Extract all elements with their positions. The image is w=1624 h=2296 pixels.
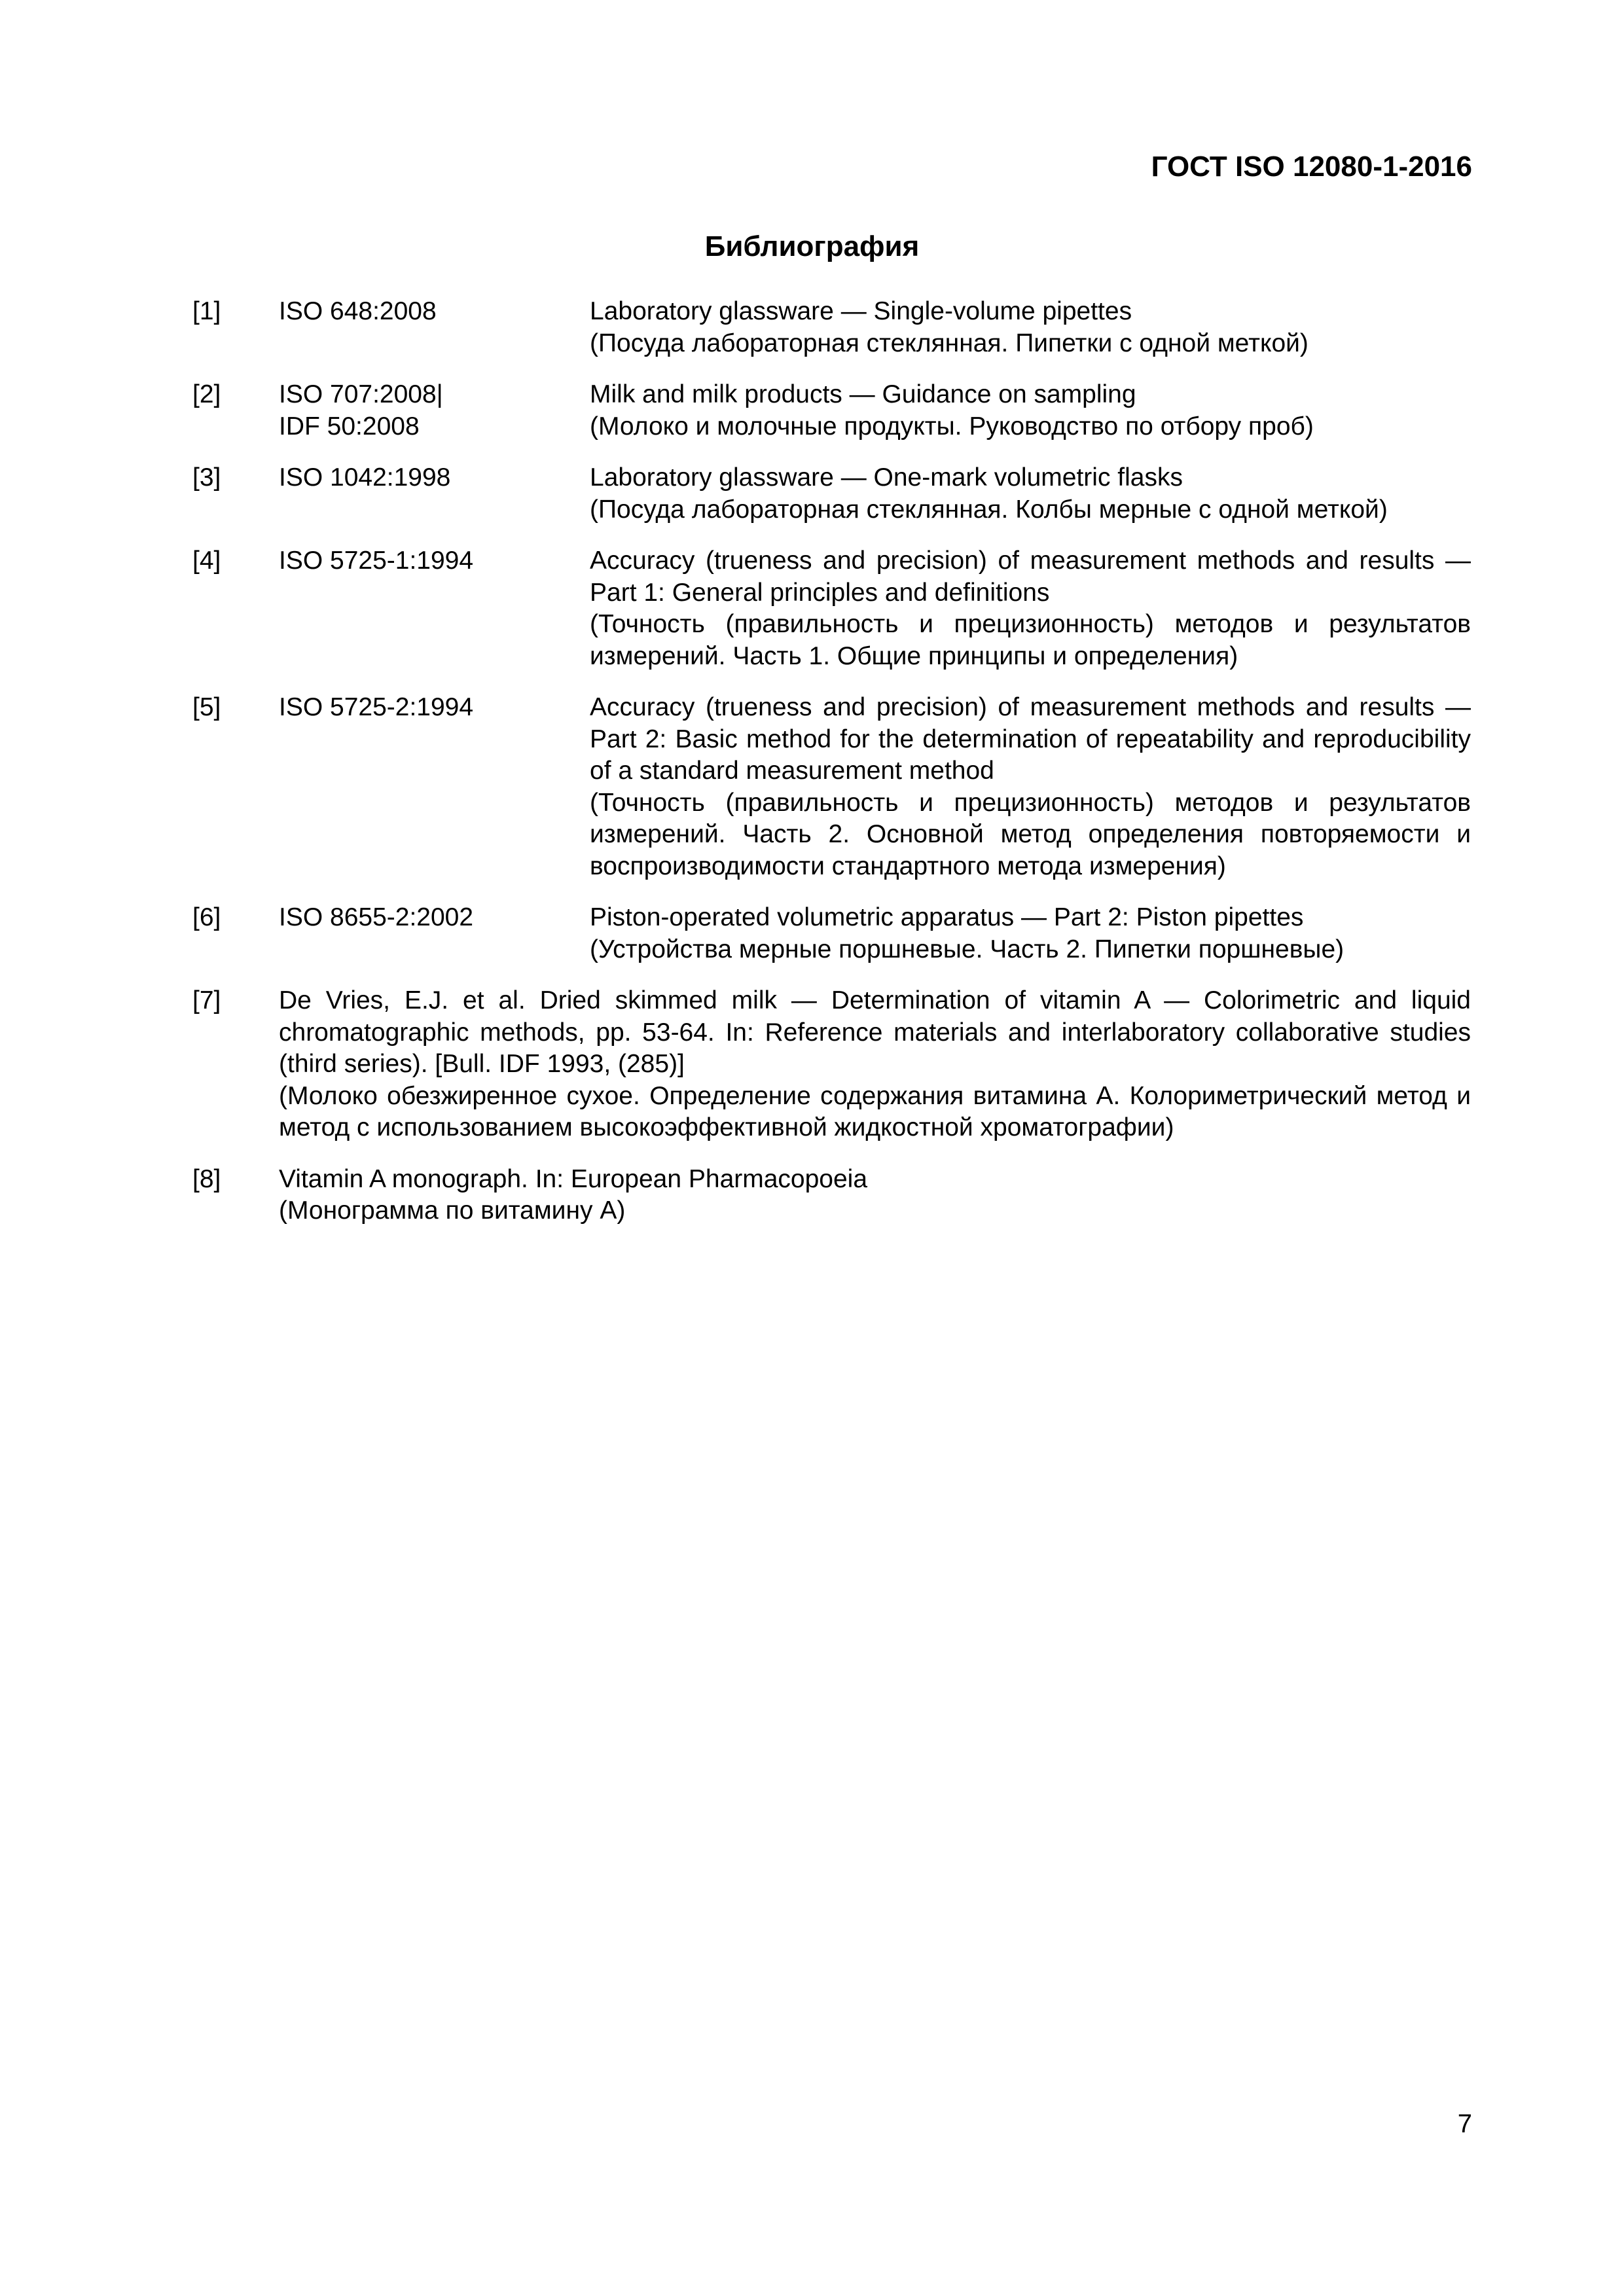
page-number: 7 bbox=[1457, 2109, 1472, 2138]
entry-standard-ref bbox=[279, 379, 590, 442]
standard-ref-line: ISO 5725-2:1994 bbox=[279, 693, 474, 721]
entry-translation: (Точность (правильность и прецизионность) методов и результатов измерений. Часть 1. Общие принципы и определения) bbox=[590, 610, 1471, 670]
entry-description bbox=[590, 379, 1471, 442]
entry-description bbox=[279, 985, 1471, 1144]
entry-translation: (Устройства мерные поршневые. Часть 2. Пипетки поршневые) bbox=[590, 935, 1344, 963]
entry-title: Vitamin A monograph. In: European Pharmacopoeia bbox=[279, 1164, 868, 1193]
entry-translation: (Посуда лабораторная стеклянная. Пипетки с одной меткой) bbox=[590, 329, 1308, 357]
entry-translation: (Монограмма по витамину А) bbox=[279, 1196, 626, 1225]
entry-title: Milk and milk products — Guidance on sampling bbox=[590, 380, 1136, 408]
entry-title: Laboratory glassware — Single-volume pipettes bbox=[590, 297, 1132, 325]
entry-number: [6] bbox=[192, 903, 221, 931]
entry-translation: (Точность (правильность и прецизионность) методов и результатов измерений. Часть 2. Основной метод определения повторяемости и воспроизводимости стандартного метода измерения) bbox=[590, 788, 1471, 880]
entry-description bbox=[279, 1164, 1471, 1227]
standard-ref-line: IDF 50:2008 bbox=[279, 412, 420, 440]
entry-description bbox=[590, 545, 1471, 672]
bibliography-entry-1 bbox=[192, 296, 1471, 359]
entry-description bbox=[590, 902, 1471, 965]
page-title: Библиография bbox=[704, 230, 920, 262]
entry-description bbox=[590, 462, 1471, 526]
entry-number: [2] bbox=[192, 380, 221, 408]
entry-number: [4] bbox=[192, 547, 221, 575]
bibliography-entry-3 bbox=[192, 462, 1471, 526]
entry-number: [1] bbox=[192, 297, 221, 325]
standard-ref-line: ISO 1042:1998 bbox=[279, 463, 451, 492]
entry-standard-ref bbox=[279, 462, 590, 526]
entry-title: Laboratory glassware — One-mark volumetric flasks bbox=[590, 463, 1183, 492]
bibliography-entry-8 bbox=[192, 1164, 1471, 1227]
document-code: ГОСТ ISO 12080-1-2016 bbox=[1151, 151, 1472, 183]
entry-description bbox=[590, 296, 1471, 359]
bibliography-entry-2 bbox=[192, 379, 1471, 442]
entry-title: Piston-operated volumetric apparatus — Part 2: Piston pipettes bbox=[590, 903, 1304, 931]
entry-title: Accuracy (trueness and precision) of measurement methods and results — Part 1: General principles and definitions bbox=[590, 547, 1471, 607]
entry-standard-ref bbox=[279, 692, 590, 882]
bibliography-entry-7 bbox=[192, 985, 1471, 1144]
entry-standard-ref bbox=[279, 902, 590, 965]
bibliography-entry-5 bbox=[192, 692, 1471, 882]
entry-standard-ref bbox=[279, 296, 590, 359]
entry-title: De Vries, E.J. et al. Dried skimmed milk — Determination of vitamin A — Colorimetric and liquid chromatographic methods, pp. 53-64. In: Reference materials and interlaboratory collaborative studies (third series). [Bull. IDF 1993, (285)] bbox=[279, 986, 1471, 1078]
entry-title: Accuracy (trueness and precision) of measurement methods and results — Part 2: Basic method for the determination of repeatability and reproducibility of a standard measurement method bbox=[590, 693, 1471, 785]
entry-translation: (Посуда лабораторная стеклянная. Колбы мерные с одной меткой) bbox=[590, 495, 1388, 524]
bibliography-entry-6 bbox=[192, 902, 1471, 965]
standard-ref-line: ISO 707:2008| bbox=[279, 380, 443, 408]
entry-translation: (Молоко и молочные продукты. Руководство по отбору проб) bbox=[590, 412, 1314, 440]
bibliography-list bbox=[192, 296, 1471, 1247]
entry-number: [8] bbox=[192, 1164, 221, 1193]
standard-ref-line: ISO 5725-1:1994 bbox=[279, 547, 474, 575]
entry-number: [7] bbox=[192, 986, 221, 1014]
bibliography-entry-4 bbox=[192, 545, 1471, 672]
entry-number: [3] bbox=[192, 463, 221, 492]
entry-description bbox=[590, 692, 1471, 882]
entry-number: [5] bbox=[192, 693, 221, 721]
standard-ref-line: ISO 648:2008 bbox=[279, 297, 437, 325]
entry-translation: (Молоко обезжиренное сухое. Определение содержания витамина А. Колориметрический метод и метод с использованием высокоэффективной жидкостной хроматографии) bbox=[279, 1081, 1471, 1141]
standard-ref-line: ISO 8655-2:2002 bbox=[279, 903, 474, 931]
entry-standard-ref bbox=[279, 545, 590, 672]
